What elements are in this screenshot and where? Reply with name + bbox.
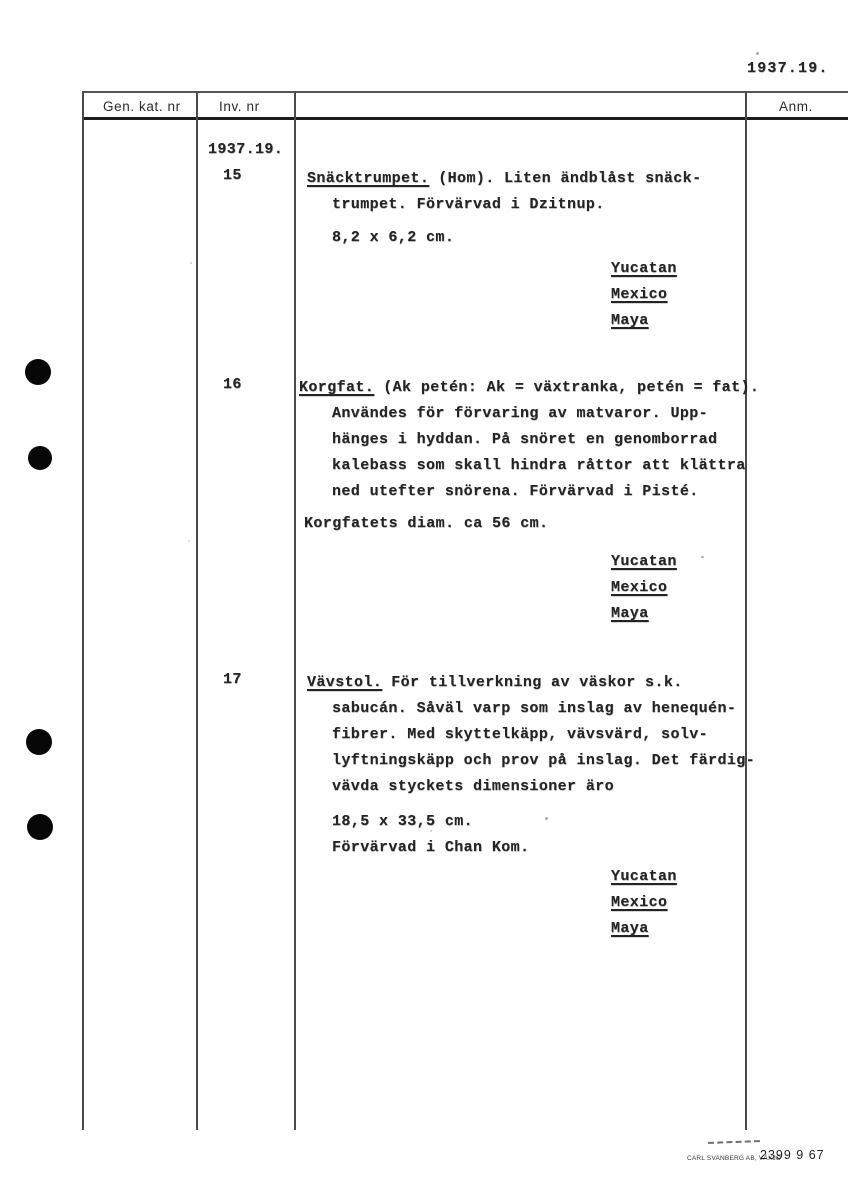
scan-speck [545,817,548,820]
catalog-entry [294,670,774,942]
printer-imprint: CARL SVANBERG AB, VÄXJÖ [687,1155,782,1162]
entry-term: Vävstol. [307,674,383,691]
punch-hole [27,814,53,840]
column-header-gen-kat-nr: Gen. kat. nr [103,99,181,114]
entry-line [294,166,774,192]
scan-speck [430,830,432,832]
column-header-anm: Anm. [779,99,813,114]
origin-region: Yucatan [611,553,677,570]
entry-line: lyftningskäpp och prov på inslag. Det färdig- [332,752,756,769]
entry-line: trumpet. Förvärvad i Dzitnup. [332,196,605,213]
origin-region: Yucatan [611,868,677,885]
catalog-entry [294,166,774,334]
punch-hole [26,729,52,755]
origin-country: Mexico [611,894,668,911]
entry-line: hänges i hyddan. På snöret en genomborrad [332,431,718,448]
entry-line-text: För tillverkning av väskor s.k. [391,674,683,691]
dimension-line: Korgfatets diam. ca 56 cm. [304,515,549,532]
handwritten-mark [708,1140,760,1144]
entry-term: Korgfat. [299,379,375,396]
entry-line: ned utefter snörena. Förvärvad i Pisté. [332,483,699,500]
origin-culture: Maya [611,920,649,937]
entry-line: kalebass som skall hindra råttor att klättra [332,457,746,474]
acquisition-line: Förvärvad i Chan Kom. [332,839,530,856]
entry-line: vävda styckets dimensioner äro [332,778,615,795]
origin-culture: Maya [611,312,649,329]
origin-block [611,256,774,334]
column-header-inv-nr: Inv. nr [219,99,260,114]
entry-line: sabucán. Såväl varp som inslag av henequén- [332,700,737,717]
column-divider-genkat-inv [196,92,198,1130]
entry-dimensions [294,809,774,861]
entry-term: Snäcktrumpet. [307,170,430,187]
scan-speck [188,540,190,542]
table-border-left [82,92,84,1130]
entry-dimensions [294,511,774,537]
entry-line: fibrer. Med skyttelkäpp, vävsvärd, solv- [332,726,709,743]
entry-line [294,375,774,401]
entry-line: Användes för förvaring av matvaror. Upp- [332,405,709,422]
origin-culture: Maya [611,605,649,622]
scan-speck [701,556,704,558]
dimension-line: 18,5 x 33,5 cm. [332,813,474,830]
entry-line-text: (Ak petén: Ak = växtranka, petén = fat). [383,379,760,396]
punch-hole [25,359,51,385]
entry-line-text: (Hom). Liten ändblåst snäck- [438,170,702,187]
punch-hole [28,446,52,470]
entry-dimensions [294,225,774,251]
scan-speck [756,52,759,55]
origin-region: Yucatan [611,260,677,277]
entry-line [294,670,774,696]
catalog-entry [294,375,774,627]
origin-country: Mexico [611,286,668,303]
inventory-number: 16 [223,376,242,393]
origin-block [611,864,774,942]
inventory-year-prefix: 1937.19. [208,141,284,158]
origin-country: Mexico [611,579,668,596]
inventory-number: 17 [223,671,242,688]
form-code: 2399 9 67 [760,1148,825,1162]
scan-speck [190,262,192,264]
dimension-line: 8,2 x 6,2 cm. [332,229,455,246]
inventory-number: 15 [223,167,242,184]
page-number: 1937.19. [747,60,829,77]
origin-block [611,549,774,627]
